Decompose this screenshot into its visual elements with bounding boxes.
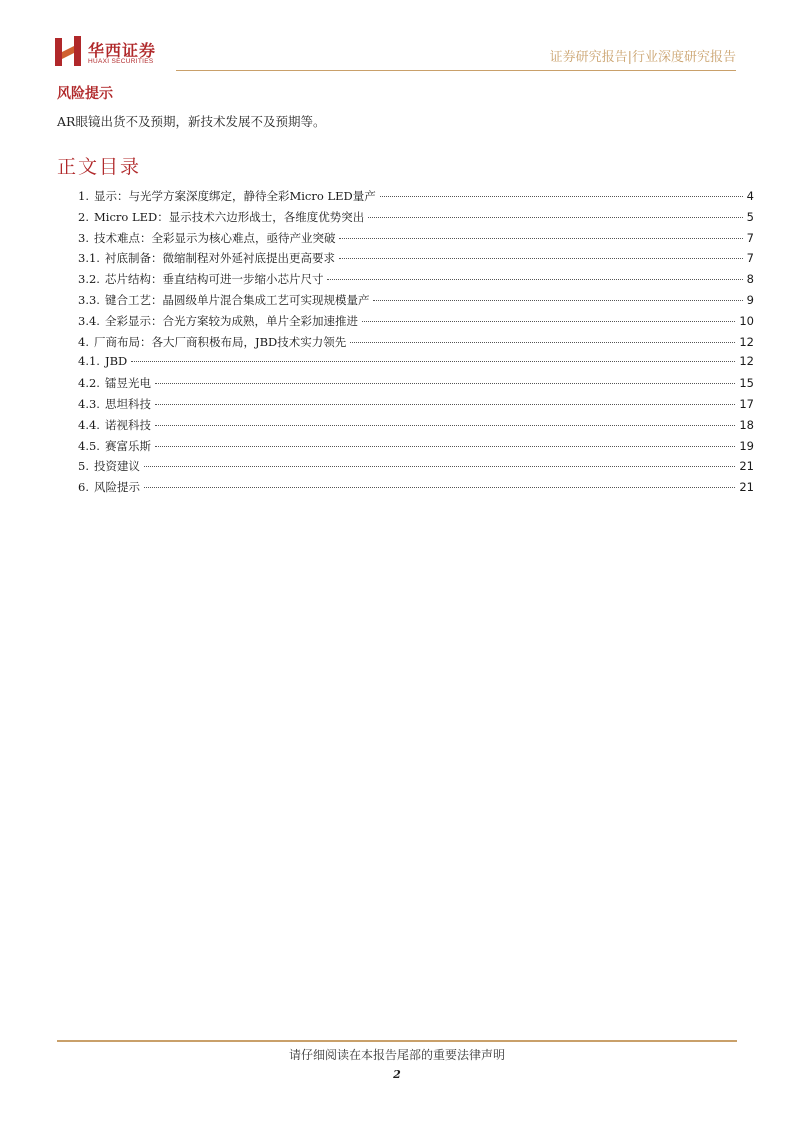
toc-item-label: 赛富乐斯 [104,438,151,453]
toc-item-label: JBD [104,354,128,369]
huaxi-logo-icon [55,36,81,66]
toc-item-number: 4.4. [78,417,100,432]
toc-item-number: 4. [78,334,89,349]
toc-item-number: 3. [78,230,89,245]
toc-item[interactable] [78,188,754,209]
toc-item-label: 全彩显示：合光方案较为成熟，单片全彩加速推进 [104,313,358,328]
toc-item-page: 5 [746,209,754,224]
toc-item-label: 诺视科技 [104,417,151,432]
toc-leader-dots [155,446,735,447]
toc-leader-dots [350,342,735,343]
toc-leader-dots [131,361,735,362]
toc-leader-dots [339,258,743,259]
table-of-contents [78,188,754,500]
toc-item-label: 风险提示 [93,480,140,495]
toc-item-page: 19 [739,438,754,453]
toc-item-page: 15 [739,376,754,391]
toc-leader-dots [155,425,735,426]
toc-item[interactable] [78,334,754,355]
toc-item-number: 5. [78,459,89,474]
toc-leader-dots [362,321,735,322]
toc-item-page: 12 [739,334,754,349]
toc-item[interactable] [78,250,754,271]
toc-item-page: 12 [739,354,754,369]
toc-item-number: 6. [78,480,89,495]
toc-item-number: 3.1. [78,251,100,266]
toc-leader-dots [327,279,742,280]
toc-item-number: 1. [78,189,89,203]
toc-item[interactable] [78,230,754,251]
toc-item-page: 21 [739,480,754,495]
toc-item-label: 芯片结构：垂直结构可进一步缩小芯片尺寸 [104,272,324,287]
toc-item[interactable] [78,458,754,479]
toc-item-label: Micro LED：显示技术六边形战士，各维度优势突出 [93,209,365,224]
toc-item-number: 4.1. [78,354,100,369]
header-divider [176,70,736,71]
toc-item[interactable] [78,479,754,500]
toc-item-label: 投资建议 [93,459,140,474]
toc-item-label: 思坦科技 [104,396,151,411]
report-type-label: 证券研究报告|行业深度研究报告 [549,50,736,65]
toc-item-page: 18 [739,417,754,432]
toc-item-number: 3.4. [78,313,100,328]
toc-item-page: 8 [746,272,754,287]
legal-notice-text: 请仔细阅读在本报告尾部的重要法律声明 [288,1048,505,1062]
page-header [0,0,794,76]
toc-title: 正文目录 [57,156,142,178]
footer-divider [57,1040,737,1042]
toc-item-label: 显示：与光学方案深度绑定，静待全彩Micro LED量产 [93,189,376,203]
toc-leader-dots [155,383,735,384]
toc-item[interactable] [78,313,754,334]
toc-item-number: 4.5. [78,438,100,453]
toc-leader-dots [155,404,735,405]
toc-item-page: 21 [739,459,754,474]
toc-leader-dots [144,487,735,488]
toc-leader-dots [380,196,743,197]
toc-leader-dots [144,466,735,467]
toc-item-number: 4.2. [78,376,100,391]
toc-item-page: 7 [746,230,754,245]
risk-section-title: 风险提示 [57,86,113,102]
toc-item-page: 4 [746,189,754,203]
toc-item[interactable] [78,375,754,396]
brand-name-cn: 华西证券 [88,41,157,60]
toc-item-label: 键合工艺：晶圆级单片混合集成工艺可实现规模量产 [104,292,370,307]
risk-section-text: AR眼镜出货不及预期，新技术发展不及预期等。 [57,114,326,129]
toc-item[interactable] [78,271,754,292]
toc-item-label: 技术难点：全彩显示为核心难点，亟待产业突破 [93,230,336,245]
toc-item-number: 2. [78,209,89,224]
page-number: 2 [393,1068,401,1081]
toc-item-page: 7 [746,251,754,266]
toc-item[interactable] [78,417,754,438]
brand-name-en: HUAXI SECURITIES [88,58,154,65]
toc-item-number: 3.3. [78,292,100,307]
toc-item-label: 衬底制备：微缩制程对外延衬底提出更高要求 [104,251,335,266]
toc-item-page: 9 [746,292,754,307]
toc-leader-dots [373,300,742,301]
toc-item[interactable] [78,354,754,375]
toc-item[interactable] [78,396,754,417]
toc-item-page: 17 [739,396,754,411]
toc-item[interactable] [78,209,754,230]
toc-item-number: 4.3. [78,396,100,411]
toc-leader-dots [339,238,742,239]
toc-item-label: 厂商布局：各大厂商积极布局，JBD技术实力领先 [93,334,347,349]
toc-item[interactable] [78,438,754,459]
toc-item-number: 3.2. [78,272,100,287]
toc-item-label: 镭昱光电 [104,376,151,391]
toc-item-page: 10 [739,313,754,328]
toc-item[interactable] [78,292,754,313]
toc-leader-dots [368,217,742,218]
